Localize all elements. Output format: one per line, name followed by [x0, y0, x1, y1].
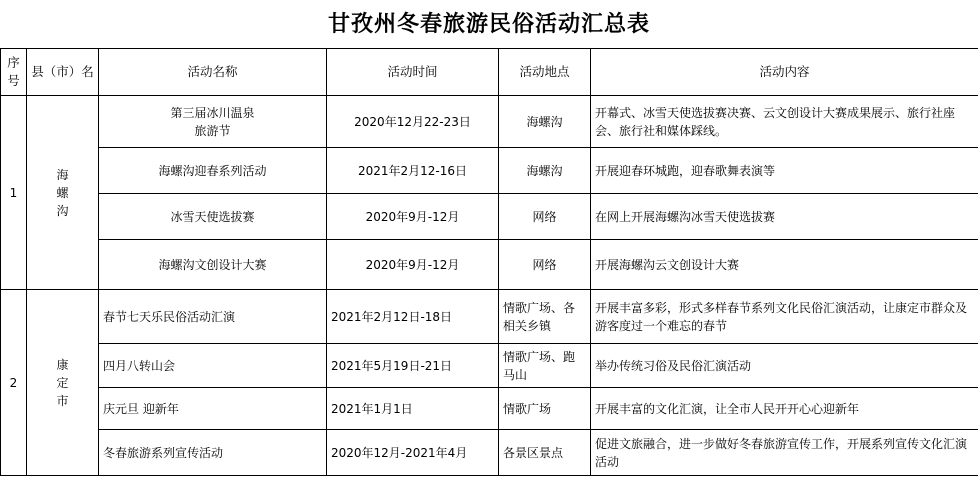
activity-content-cell[interactable]: 举办传统习俗及民俗汇演活动	[591, 344, 978, 388]
activity-time-cell[interactable]: 2020年12月22-23日	[327, 96, 499, 148]
table-row	[1, 430, 978, 476]
header-index[interactable]: 序号	[1, 49, 27, 96]
activity-name-cell[interactable]: 四月八转山会	[99, 344, 327, 388]
activity-time-cell[interactable]: 2021年5月19日-21日	[327, 344, 499, 388]
activity-content-cell[interactable]: 开展丰富多彩，形式多样春节系列文化民俗汇演活动，让康定市群众及游客度过一个难忘的春节	[591, 290, 978, 344]
activity-summary-table	[0, 48, 978, 476]
activity-time-cell[interactable]: 2021年1月1日	[327, 388, 499, 430]
activity-name-cell[interactable]: 庆元旦 迎新年	[99, 388, 327, 430]
activity-name-cell[interactable]	[99, 96, 327, 148]
activity-location-cell[interactable]: 海螺沟	[499, 96, 591, 148]
group-index-cell[interactable]: 1	[1, 96, 27, 290]
header-activity-name[interactable]: 活动名称	[99, 49, 327, 96]
activity-name-cell[interactable]: 海螺沟文创设计大赛	[99, 240, 327, 290]
activity-name-cell[interactable]: 春节七天乐民俗活动汇演	[99, 290, 327, 344]
activity-name-cell[interactable]: 海螺沟迎春系列活动	[99, 148, 327, 194]
activity-name: 第三届冰川温泉旅游节	[170, 105, 255, 138]
table-row	[1, 388, 978, 430]
table-row	[1, 290, 978, 344]
header-county[interactable]: 县（市）名	[27, 49, 99, 96]
activity-content-cell[interactable]: 开展海螺沟云文创设计大赛	[591, 240, 978, 290]
activity-content-cell[interactable]: 促进文旅融合，进一步做好冬春旅游宣传工作，开展系列宣传文化汇演活动	[591, 430, 978, 476]
table-row	[1, 194, 978, 240]
county-cell[interactable]	[27, 96, 99, 290]
activity-location-cell[interactable]: 情歌广场	[499, 388, 591, 430]
activity-location-cell[interactable]: 各景区景点	[499, 430, 591, 476]
header-activity-location[interactable]: 活动地点	[499, 49, 591, 96]
activity-location-cell[interactable]: 海螺沟	[499, 148, 591, 194]
table-row	[1, 96, 978, 148]
header-activity-time[interactable]: 活动时间	[327, 49, 499, 96]
sheet-title: 甘孜州冬春旅游民俗活动汇总表	[327, 11, 650, 37]
header-row	[1, 49, 978, 96]
activity-location-cell[interactable]: 网络	[499, 194, 591, 240]
activity-time-cell[interactable]: 2021年2月12日-18日	[327, 290, 499, 344]
table-row	[1, 240, 978, 290]
activity-time-cell[interactable]: 2020年9月-12月	[327, 194, 499, 240]
activity-location-cell[interactable]: 情歌广场、各相关乡镇	[499, 290, 591, 344]
activity-location-cell[interactable]: 网络	[499, 240, 591, 290]
activity-name-cell[interactable]: 冰雪天使选拔赛	[99, 194, 327, 240]
activity-content-cell[interactable]: 在网上开展海螺沟冰雪天使选拔赛	[591, 194, 978, 240]
activity-content-cell[interactable]: 开幕式、冰雪天使选拔赛决赛、云文创设计大赛成果展示、旅行社座会、旅行社和媒体踩线。	[591, 96, 978, 148]
table-row	[1, 344, 978, 388]
county-cell[interactable]	[27, 290, 99, 476]
activity-name-cell[interactable]: 冬春旅游系列宣传活动	[99, 430, 327, 476]
county-label: 康定市	[56, 357, 69, 408]
activity-time-cell[interactable]: 2021年2月12-16日	[327, 148, 499, 194]
header-activity-content[interactable]: 活动内容	[591, 49, 978, 96]
activity-location-cell[interactable]: 情歌广场、跑马山	[499, 344, 591, 388]
activity-content-cell[interactable]: 开展丰富的文化汇演，让全市人民开开心心迎新年	[591, 388, 978, 430]
activity-content-cell[interactable]: 开展迎春环城跑，迎春歌舞表演等	[591, 148, 978, 194]
activity-time-cell[interactable]: 2020年12月-2021年4月	[327, 430, 499, 476]
group-index-cell[interactable]: 2	[1, 290, 27, 476]
table-row	[1, 148, 978, 194]
activity-time-cell[interactable]: 2020年9月-12月	[327, 240, 499, 290]
county-label: 海螺沟	[56, 167, 69, 218]
